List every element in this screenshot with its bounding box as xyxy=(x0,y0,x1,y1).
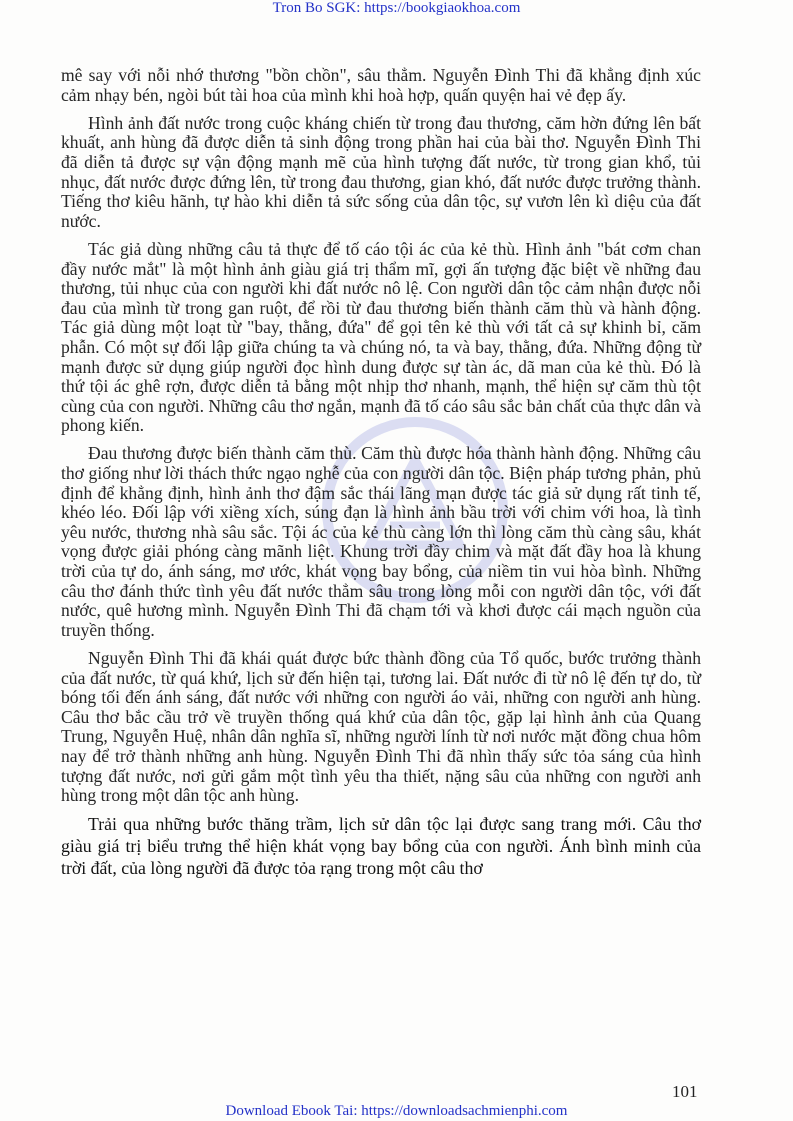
body-text xyxy=(61,66,701,888)
paragraph-6: Trải qua những bước thăng trầm, lịch sử dân tộc lại được sang trang mới. Câu thơ giàu giá trị biểu trưng thể hiện khát vọng bay bổng của con người. Ánh bình minh của trời đất, của lòng người đã được tỏa rạng trong một câu thơ xyxy=(61,814,701,878)
header-source-link[interactable]: Tron Bo SGK: https://bookgiaokhoa.com xyxy=(272,0,521,16)
page-number: 101 xyxy=(672,1082,698,1101)
footer-download-link[interactable]: Download Ebook Tai: https://downloadsachmienphi.com xyxy=(225,1103,568,1119)
paragraph-3: Tác giả dùng những câu tả thực để tố cáo tội ác của kẻ thù. Hình ảnh "bát cơm chan đầy nước mắt" là một hình ảnh giàu giá trị thẩm mĩ, gợi ấn tượng đặc biệt về những đau thương, tủi nhục của con người khi đất nước nô lệ. Con người dân tộc cảm nhận được nỗi đau của mình từ trong gan ruột, để rồi từ đau thương biến thành căm thù và hành động. Tác giả dùng một loạt từ "bay, thằng, đứa" để gọi tên kẻ thù với tất cả sự khinh bỉ, căm phẫn. Có một sự đối lập giữa chúng ta và chúng nó, ta và bay, thằng, đứa. Những động từ mạnh được sử dụng giúp người đọc hình dung được sự tàn ác, dã man của kẻ thù. Đó là thứ tội ác ghê rợn, được diễn tả bằng một nhịp thơ nhanh, mạnh, thể hiện sự căm thù tột cùng của con người. Những câu thơ ngắn, mạnh đã tố cáo sâu sắc bản chất của thực dân và phong kiến. xyxy=(61,238,701,436)
paragraph-5: Nguyễn Đình Thi đã khái quát được bức thành đồng của Tổ quốc, bước trưởng thành của đất nước, từ quá khứ, lịch sử đến hiện tại, tương lai. Đất nước đi từ nô lệ đến tự do, từ bóng tối đến ánh sáng, đất nước với những con người áo vải, những con người anh hùng. Câu thơ bắc cầu trở về truyền thống quá khứ của dân tộc, gặp lại hình ảnh của Quang Trung, Nguyễn Huệ, nhân dân nghĩa sĩ, những người lính từ nơi nước mặt đồng chua hôm nay để trở thành những anh hùng. Nguyễn Đình Thi đã nhìn thấy sức tỏa sáng của hình tượng đất nước, nơi gửi gắm một tình yêu tha thiết, nặng sâu của những con người anh hùng trong một dân tộc anh hùng. xyxy=(61,648,701,806)
paragraph-1: mê say với nỗi nhớ thương "bồn chồn", sâu thẳm. Nguyễn Đình Thi đã khẳng định xúc cảm nhạy bén, ngòi bút tài hoa của mình khi hoà hợp, quấn quyện hai vẻ đẹp ấy. xyxy=(61,65,701,105)
paragraph-4: Đau thương được biến thành căm thù. Căm thù được hóa thành hành động. Những câu thơ giống như lời thách thức ngạo nghễ của con người dân tộc. Biện pháp tương phản, phủ định để khẳng định, hình ảnh thơ đậm sắc thái lãng mạn được tác giả sử dụng rất tinh tế, khéo léo. Đối lập với xiềng xích, súng đạn là hình ảnh bầu trời với chim với hoa, là tình yêu nước, thương nhà sâu sắc. Tội ác của kẻ thù càng lớn thì lòng căm thù càng sâu, khát vọng được giải phóng càng mãnh liệt. Khung trời đầy chim và mặt đất đầy hoa là khung trời của tự do, ánh sáng, mơ ước, khát vọng bay bổng, của niềm tin vui hòa bình. Những câu thơ đánh thức tình yêu đất nước thẳm sâu trong lòng mỗi con người dân tộc, với đất nước, quê hương mình. Nguyễn Đình Thi đã chạm tới và khơi được cái mạch nguồn của truyền thống. xyxy=(61,443,701,640)
paragraph-2: Hình ảnh đất nước trong cuộc kháng chiến từ trong đau thương, căm hờn đứng lên bất khuất, anh hùng đã được diễn tả sinh động trong phần hai của bài thơ. Nguyễn Đình Thi đã diễn tả được sự vận động mạnh mẽ của hình tượng đất nước, từ trong gian khổ, tủi nhục, đất nước được đứng lên, từ trong đau thương, gian khó, đất nước được trưởng thành. Tiếng thơ kiêu hãnh, tự hào khi diễn tả sức sống của dân tộc, sự vươn lên kì diệu của đất nước. xyxy=(61,112,701,231)
